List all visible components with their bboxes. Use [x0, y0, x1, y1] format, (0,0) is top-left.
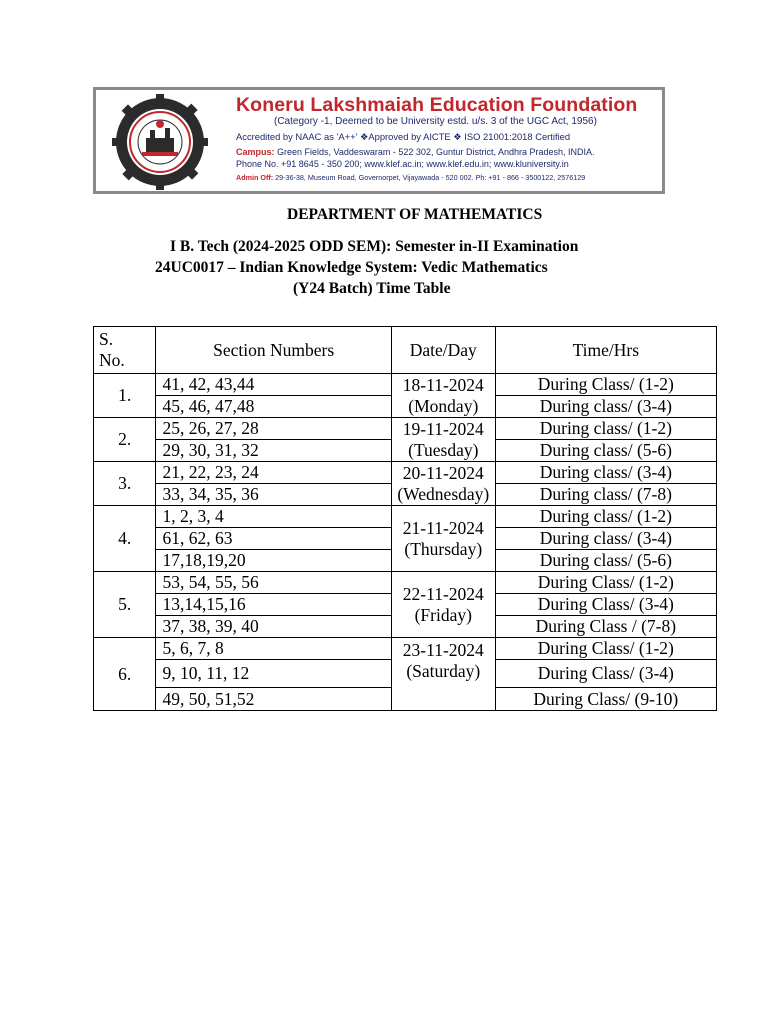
header-sno-line2: No. [99, 350, 125, 370]
org-phone: Phone No. +91 8645 - 350 200; www.klef.ac.in; www.klef.edu.in; www.kluniversity.in [236, 159, 569, 169]
date-value: 19-11-2024 [402, 418, 484, 439]
time-cell: During class/ (5-6) [495, 550, 716, 572]
time-cell: During class/ (7-8) [495, 484, 716, 506]
table-row [94, 462, 717, 484]
sections-cell: 29, 30, 31, 32 [156, 440, 391, 462]
time-cell: During class/ (3-4) [495, 528, 716, 550]
date-value: 21-11-2024 [402, 517, 484, 538]
exam-heading: I B. Tech (2024-2025 ODD SEM): Semester in-II Examination [170, 238, 579, 255]
timetable [93, 326, 717, 711]
header-time: Time/Hrs [495, 327, 716, 374]
time-cell: During Class/ (1-2) [495, 638, 716, 660]
date-cell [391, 506, 495, 572]
university-seal-icon [112, 94, 208, 190]
admin-address: 29-36-38, Museum Road, Governorpet, Vijayawada - 520 002. Ph: +91 - 866 - 3500122, 2576129 [275, 173, 586, 182]
date-cell [391, 462, 495, 506]
date-value: 22-11-2024 [402, 583, 484, 604]
org-admin [236, 173, 664, 183]
table-row [94, 638, 717, 660]
sections-cell: 5, 6, 7, 8 [156, 638, 391, 660]
campus-address: Green Fields, Vaddeswaram - 522 302, Guntur District, Andhra Pradesh, INDIA. [277, 147, 595, 157]
sections-cell: 13,14,15,16 [156, 594, 391, 616]
sections-cell: 33, 34, 35, 36 [156, 484, 391, 506]
org-accreditation: Accredited by NAAC as 'A++' ❖Approved by AICTE ❖ ISO 21001:2018 Certified [236, 131, 571, 142]
campus-label: Campus: [236, 147, 275, 157]
sections-cell: 21, 22, 23, 24 [156, 462, 391, 484]
sections-cell: 9, 10, 11, 12 [156, 660, 391, 688]
day-value: (Thursday) [404, 538, 483, 559]
time-cell: During class/ (5-6) [495, 440, 716, 462]
course-heading: 24UC0017 – Indian Knowledge System: Vedic Mathematics [155, 259, 548, 276]
date-value: 20-11-2024 [402, 462, 484, 483]
date-value: 23-11-2024 [402, 640, 484, 660]
day-value: (Monday) [408, 395, 479, 416]
table-row [94, 374, 717, 396]
sno-cell: 5. [94, 572, 156, 638]
table-header-row [94, 327, 717, 374]
day-value: (Tuesday) [408, 439, 479, 460]
time-cell: During class/ (1-2) [495, 418, 716, 440]
sections-cell: 61, 62, 63 [156, 528, 391, 550]
time-cell: During Class/ (9-10) [495, 688, 716, 711]
sections-cell: 41, 42, 43,44 [156, 374, 391, 396]
admin-label: Admin Off: [236, 173, 274, 182]
org-campus [236, 146, 664, 158]
date-cell [391, 418, 495, 462]
time-cell: During Class/ (1-2) [495, 572, 716, 594]
time-cell: During class/ (3-4) [495, 462, 716, 484]
time-cell: During class/ (3-4) [495, 396, 716, 418]
sno-cell: 4. [94, 506, 156, 572]
time-cell: During Class/ (3-4) [495, 660, 716, 688]
time-cell: During Class / (7-8) [495, 616, 716, 638]
time-cell: During Class/ (1-2) [495, 374, 716, 396]
header-sno-line1: S. [99, 329, 114, 349]
sections-cell: 37, 38, 39, 40 [156, 616, 391, 638]
date-cell [391, 572, 495, 638]
day-value: (Wednesday) [397, 483, 490, 504]
sno-cell: 1. [94, 374, 156, 418]
header-date: Date/Day [391, 327, 495, 374]
sno-cell: 2. [94, 418, 156, 462]
day-value: (Friday) [414, 604, 472, 625]
sections-cell: 1, 2, 3, 4 [156, 506, 391, 528]
header-sno [94, 327, 156, 374]
letterhead-banner [93, 87, 665, 194]
date-value: 18-11-2024 [402, 374, 484, 395]
sno-cell: 6. [94, 638, 156, 711]
table-row [94, 572, 717, 594]
date-cell [391, 638, 495, 711]
department-heading: DEPARTMENT OF MATHEMATICS [287, 206, 543, 223]
sno-cell: 3. [94, 462, 156, 506]
sections-cell: 45, 46, 47,48 [156, 396, 391, 418]
batch-heading: (Y24 Batch) Time Table [293, 280, 451, 297]
letterhead-text [236, 94, 664, 183]
day-value: (Saturday) [406, 661, 481, 681]
time-cell: During class/ (1-2) [495, 506, 716, 528]
org-category: (Category -1, Deemed to be University estd. u/s. 3 of the UGC Act, 1956) [274, 116, 597, 127]
time-cell: During Class/ (3-4) [495, 594, 716, 616]
sections-cell: 49, 50, 51,52 [156, 688, 391, 711]
header-sections: Section Numbers [156, 327, 391, 374]
table-row [94, 506, 717, 528]
org-name: Koneru Lakshmaiah Education Foundation [236, 94, 638, 116]
table-row [94, 418, 717, 440]
date-cell [391, 374, 495, 418]
sections-cell: 25, 26, 27, 28 [156, 418, 391, 440]
sections-cell: 17,18,19,20 [156, 550, 391, 572]
sections-cell: 53, 54, 55, 56 [156, 572, 391, 594]
